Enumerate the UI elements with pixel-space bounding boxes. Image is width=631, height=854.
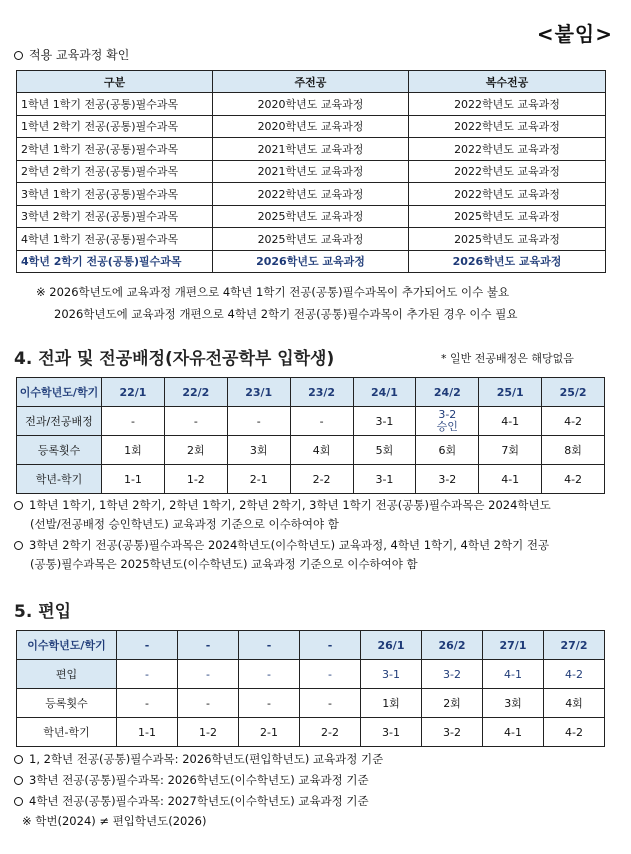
row-category: 2학년 2학기 전공(공통)필수과목 — [17, 160, 213, 183]
row-double-major: 2025학년도 교육과정 — [409, 205, 606, 228]
bullet-circle-icon — [14, 541, 23, 550]
table-cell: 1-1 — [117, 718, 178, 747]
table-cell: - — [178, 660, 239, 689]
bullet-text: 1, 2학년 전공(공통)필수과목: 2026학년도(편입학년도) 교육과정 기준 — [29, 752, 384, 766]
header-label: 이수학년도/학기 — [17, 378, 102, 407]
section4-side-note: * 일반 전공배정은 해당없음 — [441, 352, 574, 365]
para1-line2: (선발/전공배정 승인학년도) 교육과정 기준으로 이수하여야 함 — [30, 517, 339, 531]
table-cell: 4-1 — [479, 407, 542, 436]
table-cell: 4-2 — [544, 718, 605, 747]
row-category: 2학년 1학기 전공(공통)필수과목 — [17, 138, 213, 161]
table-cell: 3-1 — [353, 407, 416, 436]
row-category: 3학년 1학기 전공(공통)필수과목 — [17, 183, 213, 206]
table-cell: 3-1 — [353, 465, 416, 494]
table-row — [17, 718, 605, 747]
table-row — [17, 138, 606, 161]
row-major: 2026학년도 교육과정 — [213, 250, 409, 273]
table-row — [17, 93, 606, 116]
header-label: 이수학년도/학기 — [17, 631, 117, 660]
row-category: 4학년 1학기 전공(공통)필수과목 — [17, 228, 213, 251]
header-cell: 22/2 — [164, 378, 227, 407]
header-cell: 23/1 — [227, 378, 290, 407]
header-cell: 24/2 — [416, 378, 479, 407]
table-cell: - — [102, 407, 165, 436]
table-cell: 8회 — [542, 436, 605, 465]
bullet-circle-icon — [14, 797, 23, 806]
table-cell: - — [239, 660, 300, 689]
curriculum-note-2: 2026학년도에 교육과정 개편으로 4학년 2학기 전공(공통)필수과목이 추가된 경우 이수 필요 — [54, 307, 518, 321]
table-cell: 1-1 — [102, 465, 165, 494]
header-cell: 24/1 — [353, 378, 416, 407]
table-cell: 4-1 — [483, 660, 544, 689]
curriculum-table — [16, 70, 606, 273]
table-cell: 2-2 — [300, 718, 361, 747]
row-category: 1학년 1학기 전공(공통)필수과목 — [17, 93, 213, 116]
row-double-major: 2026학년도 교육과정 — [409, 250, 606, 273]
table-cell: - — [290, 407, 353, 436]
table-cell: 4-2 — [542, 407, 605, 436]
para1-line1 — [14, 496, 619, 515]
table-cell: 2-1 — [227, 465, 290, 494]
table-row — [17, 115, 606, 138]
row-category: 4학년 2학기 전공(공통)필수과목 — [17, 250, 213, 273]
para2-line2: (공통)필수과목은 2025학년도(이수학년도) 교육과정 기준으로 이수하여야 함 — [30, 557, 418, 571]
table-cell: 3-1 — [361, 718, 422, 747]
table-row — [17, 407, 605, 436]
bullet-circle-icon — [14, 776, 23, 785]
header-cell: 25/2 — [542, 378, 605, 407]
header-cell: 26/1 — [361, 631, 422, 660]
table-cell: 4회 — [290, 436, 353, 465]
header-cell: 25/1 — [479, 378, 542, 407]
curriculum-check-heading — [14, 46, 129, 63]
header-cell: 27/1 — [483, 631, 544, 660]
row-label: 편입 — [17, 660, 117, 689]
bullet-item — [14, 792, 383, 811]
table-cell: 2회 — [422, 689, 483, 718]
header-cell: - — [239, 631, 300, 660]
header-cell: 26/2 — [422, 631, 483, 660]
table-cell: 3-2 — [422, 660, 483, 689]
row-double-major: 2022학년도 교육과정 — [409, 183, 606, 206]
row-double-major: 2022학년도 교육과정 — [409, 115, 606, 138]
table-cell: 4회 — [544, 689, 605, 718]
admission-transfer-table — [16, 630, 605, 747]
section4-paragraphs — [14, 496, 619, 574]
header-cell: 27/2 — [544, 631, 605, 660]
table-cell: - — [117, 689, 178, 718]
table-cell: 3-2 — [416, 465, 479, 494]
row-double-major: 2025학년도 교육과정 — [409, 228, 606, 251]
header-cell: - — [178, 631, 239, 660]
bullet-text: 3학년 전공(공통)필수과목: 2026학년도(이수학년도) 교육과정 기준 — [29, 773, 369, 787]
table-cell: 3-2 — [422, 718, 483, 747]
table-cell: - — [178, 689, 239, 718]
col-header-category: 구분 — [17, 71, 213, 93]
header-cell: - — [117, 631, 178, 660]
row-major: 2020학년도 교육과정 — [213, 115, 409, 138]
para2-line1-text: 3학년 2학기 전공(공통)필수과목은 2024학년도(이수학년도) 교육과정, 4학년 1학기, 4학년 2학기 전공 — [29, 538, 550, 552]
table-row — [17, 205, 606, 228]
table-cell: 1-2 — [164, 465, 227, 494]
bullet-text: 4학년 전공(공통)필수과목: 2027학년도(이수학년도) 교육과정 기준 — [29, 794, 369, 808]
col-header-major: 주전공 — [213, 71, 409, 93]
table-header-row — [17, 631, 605, 660]
table-cell: 1회 — [102, 436, 165, 465]
para2-line1 — [14, 536, 619, 555]
row-double-major: 2022학년도 교육과정 — [409, 93, 606, 116]
table-row-highlighted — [17, 250, 606, 273]
row-major: 2021학년도 교육과정 — [213, 160, 409, 183]
curriculum-note-1: ※ 2026학년도에 교육과정 개편으로 4학년 1학기 전공(공통)필수과목이 추가되어도 이수 불요 — [36, 285, 510, 299]
table-cell: 3-1 — [361, 660, 422, 689]
attachment-label: <붙임> — [536, 22, 613, 46]
table-cell: - — [117, 660, 178, 689]
table-row — [17, 160, 606, 183]
row-double-major: 2022학년도 교육과정 — [409, 160, 606, 183]
table-cell: - — [300, 689, 361, 718]
table-row — [17, 228, 606, 251]
bullet-circle-icon — [14, 755, 23, 764]
curriculum-check-text: 적용 교육과정 확인 — [29, 48, 130, 62]
table-row — [17, 660, 605, 689]
para1-line1-text: 1학년 1학기, 1학년 2학기, 2학년 1학기, 2학년 2학기, 3학년 1학기 전공(공통)필수과목은 2024학년도 — [29, 498, 551, 512]
row-category: 3학년 2학기 전공(공통)필수과목 — [17, 205, 213, 228]
section4-title: 4. 전과 및 전공배정(자유전공학부 입학생) — [14, 349, 335, 369]
row-major: 2021학년도 교육과정 — [213, 138, 409, 161]
table-cell-approved: 3-2 승인 — [416, 407, 479, 436]
row-double-major: 2022학년도 교육과정 — [409, 138, 606, 161]
row-major: 2020학년도 교육과정 — [213, 93, 409, 116]
table-cell: 1-2 — [178, 718, 239, 747]
table-cell: 4-2 — [544, 660, 605, 689]
table-cell: 5회 — [353, 436, 416, 465]
table-cell: 4-2 — [542, 465, 605, 494]
table-header-row — [17, 378, 605, 407]
row-major: 2022학년도 교육과정 — [213, 183, 409, 206]
header-cell: 22/1 — [102, 378, 165, 407]
row-label: 등록횟수 — [17, 436, 102, 465]
row-label: 학년-학기 — [17, 718, 117, 747]
col-header-double-major: 복수전공 — [409, 71, 606, 93]
table-row — [17, 465, 605, 494]
table-cell: 2회 — [164, 436, 227, 465]
transfer-table — [16, 377, 605, 494]
table-row — [17, 689, 605, 718]
header-cell: - — [300, 631, 361, 660]
table-row — [17, 183, 606, 206]
table-cell: 2-1 — [239, 718, 300, 747]
table-cell: 4-1 — [479, 465, 542, 494]
table-cell: 3회 — [227, 436, 290, 465]
row-major: 2025학년도 교육과정 — [213, 205, 409, 228]
table-cell: 6회 — [416, 436, 479, 465]
row-major: 2025학년도 교육과정 — [213, 228, 409, 251]
table-row — [17, 436, 605, 465]
table-cell: - — [164, 407, 227, 436]
bullet-circle-icon — [14, 501, 23, 510]
bullet-item — [14, 750, 383, 769]
row-label: 등록횟수 — [17, 689, 117, 718]
table-cell: 1회 — [361, 689, 422, 718]
row-label: 전과/전공배정 — [17, 407, 102, 436]
table-cell: - — [300, 660, 361, 689]
table-cell: 7회 — [479, 436, 542, 465]
table-cell: - — [239, 689, 300, 718]
footnote: ※ 학번(2024) ≠ 편입학년도(2026) — [22, 814, 207, 828]
table-cell: - — [227, 407, 290, 436]
bullet-circle-icon — [14, 51, 23, 60]
section5-bullets — [14, 750, 383, 831]
row-category: 1학년 2학기 전공(공통)필수과목 — [17, 115, 213, 138]
table-cell: 2-2 — [290, 465, 353, 494]
bullet-item — [14, 771, 383, 790]
header-cell: 23/2 — [290, 378, 353, 407]
table-cell: 3회 — [483, 689, 544, 718]
section5-title: 5. 편입 — [14, 602, 72, 622]
table-cell: 4-1 — [483, 718, 544, 747]
row-label: 학년-학기 — [17, 465, 102, 494]
